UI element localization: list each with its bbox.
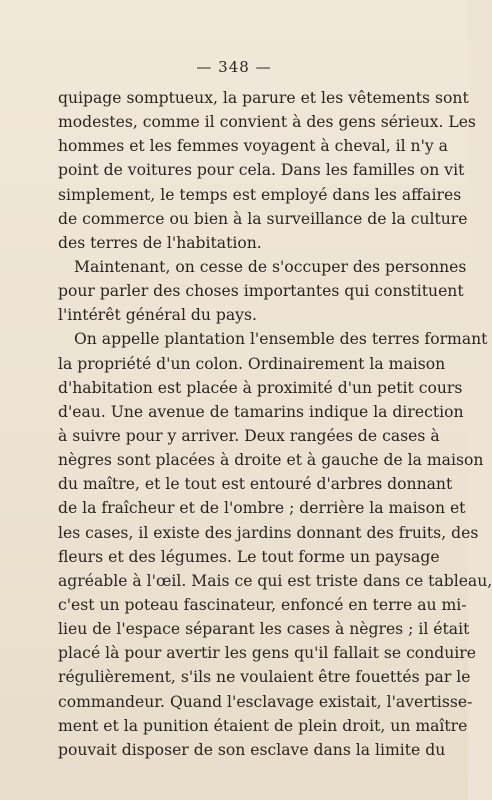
text-line: nègres sont placées à droite et à gauche de la maison: [58, 451, 484, 470]
text-line: fleurs et des légumes. Le tout forme un paysage: [58, 547, 440, 566]
text-line: régulièrement, s'ils ne voulaient être fouettés par le: [58, 668, 471, 687]
text-line: Maintenant, on cesse de s'occuper des personnes: [74, 257, 467, 276]
text-line: commandeur. Quand l'esclavage existait, l'avertisse-: [58, 692, 473, 711]
body-text: [58, 86, 492, 762]
text-line: lieu de l'espace séparant les cases à nègres ; il était: [58, 620, 470, 639]
text-line: quipage somptueux, la parure et les vêtements sont: [58, 89, 469, 107]
text-line: simplement, le temps est employé dans les affaires: [58, 185, 462, 204]
text-line: agréable à l'œil. Mais ce qui est triste dans ce tableau,: [58, 571, 492, 590]
text-line: c'est un poteau fascinateur, enfoncé en terre au mi-: [58, 595, 467, 614]
text-line: la propriété d'un colon. Ordinairement la maison: [58, 354, 446, 373]
text-line: de la fraîcheur et de l'ombre ; derrière la maison et: [58, 499, 466, 518]
text-line: les cases, il existe des jardins donnant des fruits, des: [58, 523, 479, 542]
text-line: point de voitures pour cela. Dans les familles on vit: [58, 161, 465, 180]
text-line: du maître, et le tout est entouré d'arbres donnant: [58, 475, 453, 494]
text-line: d'eau. Une avenue de tamarins indique la direction: [58, 402, 464, 421]
text-line: l'intérêt général du pays.: [58, 306, 257, 325]
text-line: des terres de l'habitation.: [58, 233, 262, 252]
text-line: placé là pour avertir les gens qu'il fallait se conduire: [58, 644, 476, 663]
page-number: — 348 —: [196, 58, 272, 76]
text-line: modestes, comme il convient à des gens sérieux. Les: [58, 113, 476, 132]
text-line: pouvait disposer de son esclave dans la limite du: [58, 740, 446, 759]
text-line: hommes et les femmes voyagent à cheval, il n'y a: [58, 137, 448, 156]
text-line: pour parler des choses importantes qui constituent: [58, 282, 464, 301]
text-line: à suivre pour y arriver. Deux rangées de cases à: [58, 426, 440, 445]
text-line: ment et la punition étaient de plein droit, un maître: [58, 716, 468, 735]
text-line: de commerce ou bien à la surveillance de la culture: [58, 209, 468, 228]
text-line: d'habitation est placée à proximité d'un petit cours: [58, 378, 463, 397]
text-line: On appelle plantation l'ensemble des terres formant: [74, 330, 488, 349]
